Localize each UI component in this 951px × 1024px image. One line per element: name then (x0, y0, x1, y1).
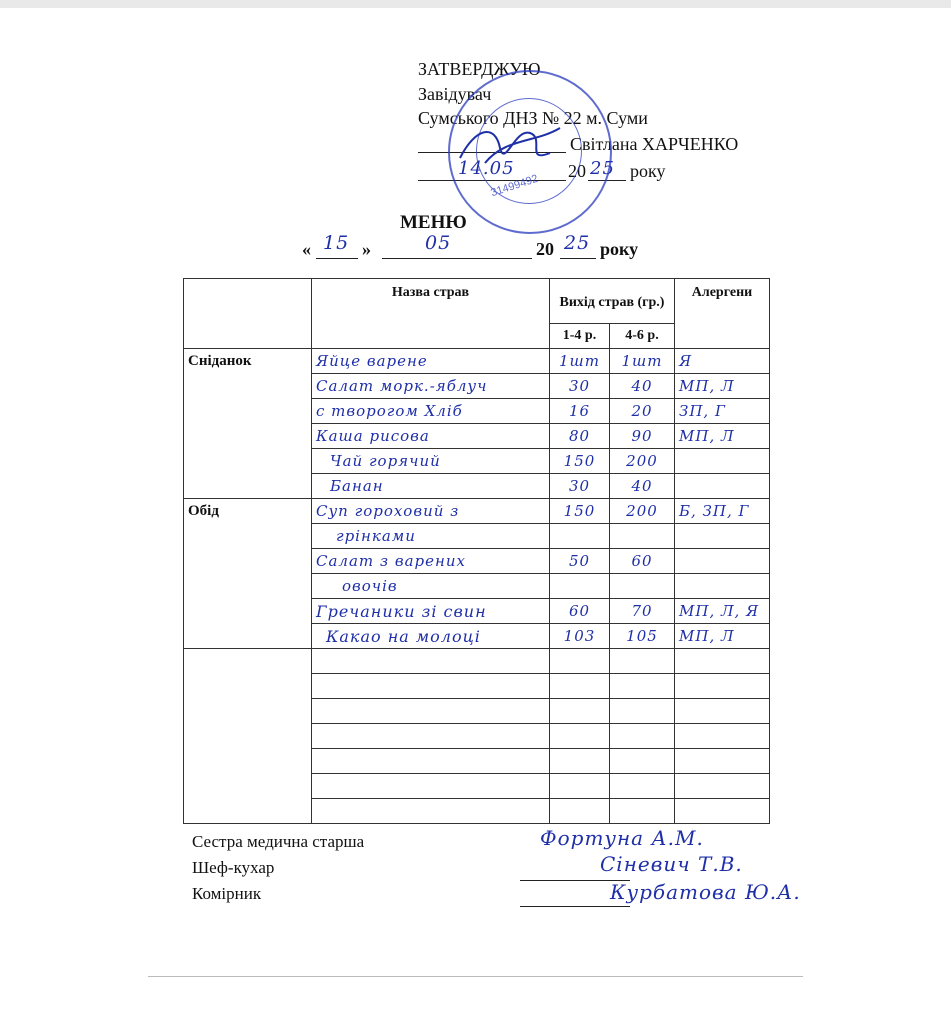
approval-heading: ЗАТВЕРДЖУЮ (418, 59, 541, 79)
yield-4-6: 60 (610, 549, 675, 574)
dish-cell: овочів (312, 574, 550, 599)
approval-date-handwritten: 14.05 (458, 158, 515, 179)
empty-cell (550, 799, 610, 824)
empty-cell (312, 699, 550, 724)
header-yield: Вихід страв (гр.) (550, 279, 675, 324)
empty-cell (550, 724, 610, 749)
empty-cell (312, 649, 550, 674)
menu-month: 05 (425, 232, 452, 254)
signature-role-storekeeper: Комірник (192, 884, 262, 903)
empty-cell (610, 649, 675, 674)
yield-4-6 (610, 574, 675, 599)
allergens-cell: МП, Л (675, 424, 770, 449)
approval-year-suffix: 25 (590, 158, 615, 179)
menu-month-line (382, 258, 532, 259)
empty-cell (610, 774, 675, 799)
approval-year-word: року (630, 161, 666, 181)
dish-cell: с творогом Хліб (312, 399, 550, 424)
menu-year-suffix: 25 (564, 232, 591, 254)
empty-cell (610, 749, 675, 774)
dish-cell: Какао на молоці (312, 624, 550, 649)
yield-1-4: 60 (550, 599, 610, 624)
yield-1-4: 103 (550, 624, 610, 649)
yield-1-4: 150 (550, 449, 610, 474)
empty-cell (550, 674, 610, 699)
yield-4-6: 70 (610, 599, 675, 624)
yield-1-4 (550, 524, 610, 549)
signature-role-nurse: Сестра медична старша (192, 832, 365, 851)
signature-name-chef: Сіневич Т.В. (600, 852, 743, 876)
allergens-cell: МП, Л (675, 624, 770, 649)
menu-title: МЕНЮ (400, 212, 467, 233)
empty-cell (675, 774, 770, 799)
empty-cell (675, 799, 770, 824)
header-age-1-4: 1-4 р. (550, 324, 610, 349)
empty-cell (610, 799, 675, 824)
stamp-code: 31499492 (489, 172, 540, 200)
empty-cell (610, 699, 675, 724)
allergens-cell (675, 524, 770, 549)
approval-year-prefix: 20 (568, 161, 586, 181)
meal-lunch: Обід (184, 499, 312, 649)
allergens-cell: Б, ЗП, Г (675, 499, 770, 524)
dish-cell: Салат морк.-яблуч (312, 374, 550, 399)
signature-name-storekeeper: Курбатова Ю.А. (610, 880, 801, 904)
yield-4-6: 105 (610, 624, 675, 649)
dish-cell: Каша рисова (312, 424, 550, 449)
allergens-cell: Я (675, 349, 770, 374)
empty-cell (610, 674, 675, 699)
empty-cell (550, 649, 610, 674)
approval-position: Завідувач (418, 84, 492, 104)
dish-cell: Салат з варених (312, 549, 550, 574)
menu-quote-close: » (362, 239, 371, 259)
yield-1-4: 16 (550, 399, 610, 424)
allergens-cell: МП, Л, Я (675, 599, 770, 624)
yield-1-4: 1шт (550, 349, 610, 374)
allergens-cell (675, 574, 770, 599)
yield-1-4: 80 (550, 424, 610, 449)
yield-1-4: 50 (550, 549, 610, 574)
signature-name-nurse: Фортуна А.М. (540, 826, 704, 850)
empty-cell (675, 649, 770, 674)
approval-institution: Сумського ДНЗ № 22 м. Суми (418, 108, 648, 128)
yield-1-4: 30 (550, 374, 610, 399)
menu-year-line (560, 258, 596, 259)
viewer-top-strip (0, 0, 951, 8)
empty-cell (312, 774, 550, 799)
signature-role-chef: Шеф-кухар (192, 858, 275, 877)
menu-table (183, 278, 770, 824)
empty-cell (675, 699, 770, 724)
header-allergens: Алергени (675, 279, 770, 349)
dish-cell: Яйце варене (312, 349, 550, 374)
header-meal (184, 279, 312, 349)
dish-cell: Чай горячий (312, 449, 550, 474)
menu-day-line (316, 258, 358, 259)
allergens-cell (675, 549, 770, 574)
allergens-cell: МП, Л (675, 374, 770, 399)
empty-cell (610, 724, 675, 749)
empty-cell (675, 724, 770, 749)
header-dish: Назва страв (312, 279, 550, 349)
approval-name: Світлана ХАРЧЕНКО (570, 134, 739, 154)
empty-cell (312, 799, 550, 824)
dish-cell: грінками (312, 524, 550, 549)
allergens-cell (675, 474, 770, 499)
empty-cell (675, 749, 770, 774)
empty-cell (550, 774, 610, 799)
yield-4-6: 40 (610, 374, 675, 399)
yield-4-6: 1шт (610, 349, 675, 374)
allergens-cell: ЗП, Г (675, 399, 770, 424)
empty-cell (675, 674, 770, 699)
empty-cell (550, 699, 610, 724)
meal-empty (184, 649, 312, 824)
header-age-4-6: 4-6 р. (610, 324, 675, 349)
yield-4-6: 200 (610, 449, 675, 474)
empty-cell (550, 749, 610, 774)
yield-1-4 (550, 574, 610, 599)
menu-year-word: року (600, 239, 639, 259)
yield-4-6: 90 (610, 424, 675, 449)
meal-breakfast: Сніданок (184, 349, 312, 499)
menu-quote-open: « (302, 239, 311, 259)
yield-4-6 (610, 524, 675, 549)
yield-4-6: 40 (610, 474, 675, 499)
dish-cell: Банан (312, 474, 550, 499)
allergens-cell (675, 449, 770, 474)
director-signature (455, 118, 565, 178)
dish-cell: Суп гороховий з (312, 499, 550, 524)
empty-cell (312, 674, 550, 699)
yield-4-6: 200 (610, 499, 675, 524)
scan-edge-line (148, 976, 803, 977)
storekeeper-signature-line (520, 906, 630, 907)
yield-1-4: 150 (550, 499, 610, 524)
menu-year-prefix: 20 (536, 239, 554, 259)
menu-day: 15 (323, 232, 350, 254)
empty-cell (312, 749, 550, 774)
yield-4-6: 20 (610, 399, 675, 424)
empty-cell (312, 724, 550, 749)
dish-cell: Гречаники зі свин (312, 599, 550, 624)
yield-1-4: 30 (550, 474, 610, 499)
